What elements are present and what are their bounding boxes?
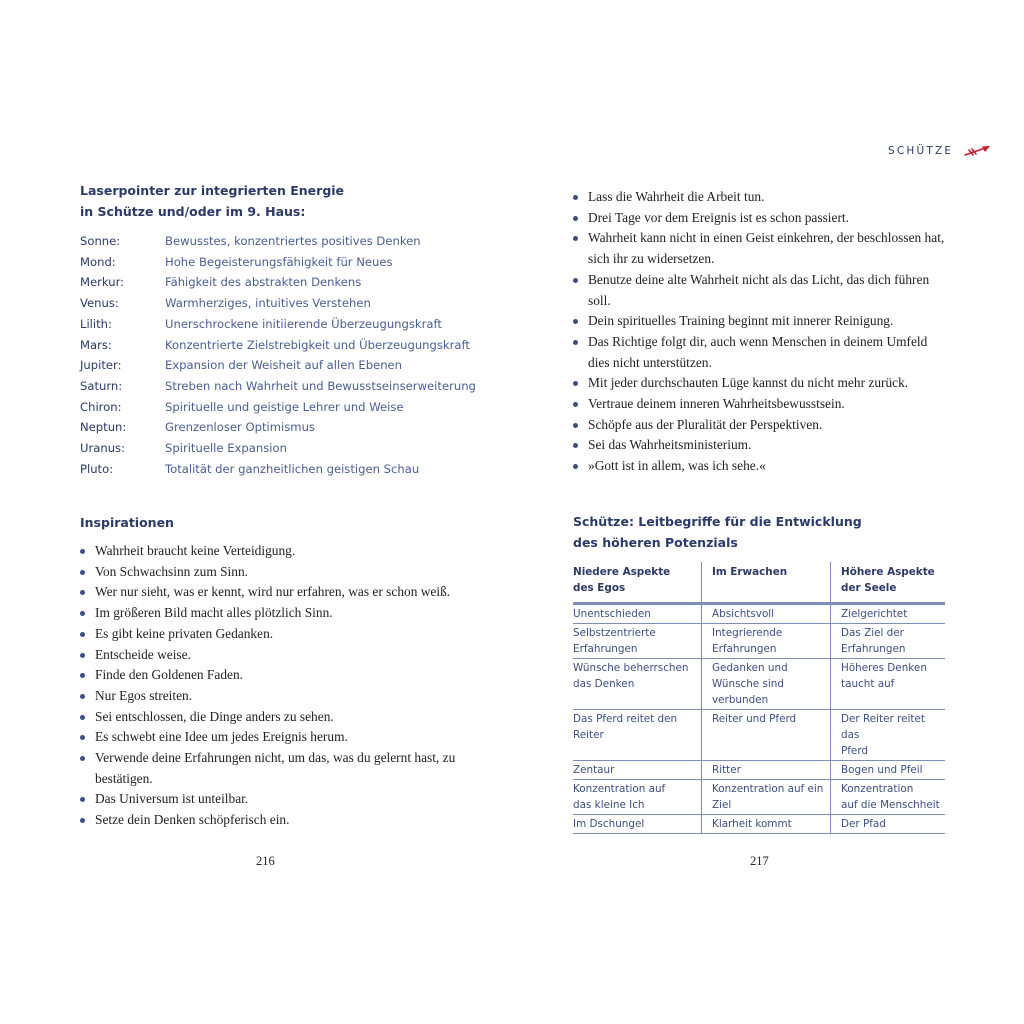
cell-line: Zentaur: [573, 764, 615, 776]
table-cell: [573, 659, 702, 710]
planet-row: [80, 293, 470, 314]
cell-line: Der Pfad: [841, 818, 886, 830]
list-item: [80, 582, 470, 603]
bullet-icon: [80, 818, 85, 823]
list-item-text: Es gibt keine privaten Gedanken.: [95, 625, 274, 641]
cell-line: Das Pferd reitet den: [573, 713, 678, 725]
table-body: [573, 604, 945, 834]
cell-line: Konzentration auf ein: [712, 783, 824, 795]
list-item-text: Vertraue deinem inneren Wahrheitsbewusstsein.: [588, 396, 845, 412]
table-heading: [573, 511, 945, 553]
planet-description: Spirituelle Expansion: [165, 441, 287, 456]
list-item-text: Schöpfe aus der Pluralität der Perspektiven.: [588, 416, 823, 432]
cell-line: das Denken: [573, 678, 635, 690]
list-item-text: Das Universum ist unteilbar.: [95, 791, 249, 807]
cell-line: Wünsche beherrschen: [573, 662, 689, 674]
list-item-text: Wer nur sieht, was er kennt, wird nur erfahren, was er schon weiß.: [95, 584, 451, 600]
planet-row: [80, 438, 470, 459]
planet-description: Bewusstes, konzentriertes positives Denken: [165, 234, 421, 248]
planet-name: Pluto:: [80, 461, 114, 476]
planet-row: [80, 417, 470, 438]
planet-row: [80, 459, 470, 480]
bullet-icon: [80, 653, 85, 658]
list-item: [80, 562, 470, 583]
bullet-icon: [573, 402, 578, 407]
bullet-icon: [80, 673, 85, 678]
planet-row: [80, 335, 470, 356]
cell-line: Ritter: [712, 764, 741, 776]
cell-line: Pferd: [841, 745, 869, 757]
planet-description: Unerschrockene initiierende Überzeugungskraft: [165, 316, 442, 331]
bullet-icon: [80, 611, 85, 616]
column-header: [573, 562, 702, 604]
bullet-icon: [573, 443, 578, 448]
cell-line: Integrierende: [712, 627, 783, 639]
laserpointer-heading-line2: in Schütze und/oder im 9. Haus:: [80, 204, 306, 219]
table-row: [573, 624, 945, 659]
planet-description: Konzentrierte Zielstrebigkeit und Überzeugungskraft: [165, 337, 470, 352]
planet-description: Spirituelle und geistige Lehrer und Weise: [165, 399, 404, 414]
wisdom-list: [573, 187, 948, 477]
planet-row: [80, 355, 470, 376]
table-row: [573, 659, 945, 710]
cell-line: Klarheit kommt: [712, 818, 792, 830]
bullet-icon: [80, 570, 85, 575]
bullet-icon: [80, 715, 85, 720]
list-item-text: Setze dein Denken schöpferisch ein.: [95, 812, 290, 828]
concepts-table-section: [573, 511, 945, 834]
list-item: [573, 435, 948, 456]
bullet-icon: [80, 797, 85, 802]
list-item: [80, 624, 470, 645]
laserpointer-heading-line1: Laserpointer zur integrierten Energie: [80, 183, 345, 198]
bullet-icon: [573, 381, 578, 386]
table-row: [573, 761, 945, 780]
planet-name: Saturn:: [80, 378, 123, 393]
inspirations-section: [80, 512, 470, 831]
cell-line: Reiter: [573, 729, 604, 741]
list-item: [573, 394, 948, 415]
cell-line: Erfahrungen: [841, 643, 906, 655]
cell-line: Erfahrungen: [712, 643, 777, 655]
planet-name: Neptun:: [80, 420, 127, 435]
table-row: [573, 604, 945, 624]
planet-name: Jupiter:: [80, 358, 122, 373]
cell-line: Erfahrungen: [573, 643, 638, 655]
cell-line: Unentschieden: [573, 608, 651, 620]
table-cell: [831, 624, 946, 659]
table-cell: [573, 624, 702, 659]
column-header-line: Niedere Aspekte: [573, 566, 671, 578]
column-header-line: der Seele: [841, 582, 897, 594]
table-heading-line2: des höheren Potenzials: [573, 535, 738, 550]
cell-line: verbunden: [712, 694, 769, 706]
list-item: [80, 748, 470, 789]
bullet-icon: [80, 756, 85, 761]
cell-line: Konzentration: [841, 783, 914, 795]
list-item: [80, 603, 470, 624]
list-item-text: Benutze deine alte Wahrheit nicht als das Licht, das dich führen soll.: [588, 271, 930, 308]
bullet-icon: [80, 549, 85, 554]
list-item: [80, 645, 470, 666]
list-item-text: Entscheide weise.: [95, 646, 191, 662]
planet-description: Streben nach Wahrheit und Bewusstseinserweiterung: [165, 378, 476, 393]
page-number-right: 217: [750, 854, 769, 868]
cell-line: Wünsche sind: [712, 678, 784, 690]
bullet-icon: [573, 464, 578, 469]
table-cell: [702, 780, 831, 815]
list-item-text: Wahrheit kann nicht in einen Geist einkehren, der beschlossen hat, sich ihr zu widersetzen.: [588, 230, 945, 267]
table-cell: [702, 659, 831, 710]
list-item: [573, 456, 948, 477]
table-row: [573, 780, 945, 815]
table-row: [573, 710, 945, 761]
list-item-text: Lass die Wahrheit die Arbeit tun.: [588, 189, 765, 204]
list-item: [80, 707, 470, 728]
list-item-text: Drei Tage vor dem Ereignis ist es schon passiert.: [588, 209, 849, 225]
planet-name: Mond:: [80, 254, 116, 269]
list-item: [573, 228, 948, 269]
planet-row: [80, 272, 470, 293]
list-item: [573, 311, 948, 332]
list-item-text: Finde den Goldenen Faden.: [95, 667, 244, 683]
list-item: [80, 665, 470, 686]
concepts-table: [573, 562, 945, 834]
list-item-text: Nur Egos streiten.: [95, 687, 193, 703]
bullet-icon: [80, 590, 85, 595]
list-item-text: Von Schwachsinn zum Sinn.: [95, 563, 248, 579]
planet-name: Merkur:: [80, 275, 125, 290]
cell-line: Absichtsvoll: [712, 608, 775, 620]
planet-name: Uranus:: [80, 441, 125, 456]
planet-description: Hohe Begeisterungsfähigkeit für Neues: [165, 254, 393, 269]
table-cell: [831, 710, 946, 761]
table-cell: [831, 761, 946, 780]
list-item: [80, 727, 470, 748]
column-header: [831, 562, 946, 604]
planet-description: Totalität der ganzheitlichen geistigen Schau: [165, 461, 420, 476]
table-cell: [831, 815, 946, 834]
right-bullets-section: [573, 187, 948, 477]
list-item-text: Sei das Wahrheitsministerium.: [588, 437, 752, 453]
bullet-icon: [573, 216, 578, 221]
table-cell: [573, 710, 702, 761]
cell-line: auf die Menschheit: [841, 799, 940, 811]
list-item: [573, 332, 948, 373]
page-number-left: 216: [256, 854, 275, 868]
bullet-icon: [573, 195, 578, 200]
inspirations-heading: Inspirationen: [80, 515, 174, 530]
cell-line: Höheres Denken: [841, 662, 927, 674]
cell-line: Im Dschungel: [573, 818, 645, 830]
planet-row: [80, 252, 470, 273]
table-cell: [831, 780, 946, 815]
list-item: [80, 789, 470, 810]
list-item: [80, 810, 470, 831]
column-header-line: des Egos: [573, 582, 626, 594]
planet-list: [80, 231, 476, 479]
table-cell: [702, 604, 831, 624]
bullet-icon: [80, 735, 85, 740]
table-heading-line1: Schütze: Leitbegriffe für die Entwicklung: [573, 514, 862, 529]
planet-name: Mars:: [80, 337, 112, 352]
planet-name: Chiron:: [80, 399, 122, 414]
planet-name: Lilith:: [80, 316, 112, 331]
planet-description: Fähigkeit des abstrakten Denkens: [165, 275, 362, 290]
list-item-text: Das Richtige folgt dir, auch wenn Menschen in deinem Umfeld dies nicht unterstützen.: [588, 333, 928, 370]
table-cell: [831, 659, 946, 710]
table-cell: [702, 761, 831, 780]
running-header: [888, 144, 991, 158]
planet-row: [80, 314, 470, 335]
bullet-icon: [80, 694, 85, 699]
cell-line: Reiter und Pferd: [712, 713, 797, 725]
table-cell: [702, 624, 831, 659]
bullet-icon: [573, 340, 578, 345]
column-header-line: Höhere Aspekte: [841, 566, 935, 578]
list-item: [573, 415, 948, 436]
table-cell: [702, 815, 831, 834]
cell-line: taucht auf: [841, 678, 895, 690]
bullet-icon: [80, 632, 85, 637]
list-item-text: Sei entschlossen, die Dinge anders zu sehen.: [95, 708, 334, 724]
list-item: [573, 270, 948, 311]
list-item-text: Mit jeder durchschauten Lüge kannst du nicht mehr zurück.: [588, 375, 909, 391]
list-item: [80, 686, 470, 707]
planet-description: Warmherziges, intuitives Verstehen: [165, 296, 371, 311]
arrow-icon: [963, 144, 991, 158]
bullet-icon: [573, 278, 578, 283]
laserpointer-section: [80, 180, 476, 479]
cell-line: Gedanken und: [712, 662, 788, 674]
laserpointer-heading: [80, 180, 470, 222]
list-item: [80, 541, 470, 562]
planet-description: Grenzenloser Optimismus: [165, 420, 315, 435]
cell-line: Der Reiter reitet das: [841, 713, 925, 741]
table-cell: [573, 815, 702, 834]
planet-description: Expansion der Weisheit auf allen Ebenen: [165, 358, 403, 373]
planet-row: [80, 376, 476, 397]
column-header-line: Im Erwachen: [712, 566, 788, 578]
planet-name: Sonne:: [80, 234, 121, 248]
cell-line: Zielgerichtet: [841, 608, 908, 620]
list-item: [573, 187, 948, 208]
table-header-row: [573, 562, 945, 604]
table-cell: [573, 780, 702, 815]
list-item-text: Verwende deine Erfahrungen nicht, um das, was du gelernt hast, zu bestätigen.: [95, 750, 456, 786]
list-item: [573, 208, 948, 229]
list-item-text: Im größeren Bild macht alles plötzlich Sinn.: [95, 605, 333, 621]
list-item-text: Dein spirituelles Training beginnt mit innerer Reinigung.: [588, 313, 894, 329]
bullet-icon: [573, 319, 578, 324]
cell-line: Das Ziel der: [841, 627, 904, 639]
inspirations-list: [80, 541, 470, 831]
section-title: SCHÜTZE: [888, 145, 954, 157]
list-item-text: »Gott ist in allem, was ich sehe.«: [588, 458, 766, 474]
table-cell: [831, 604, 946, 624]
table-cell: [702, 710, 831, 761]
list-item-text: Wahrheit braucht keine Verteidigung.: [95, 543, 296, 558]
bullet-icon: [573, 423, 578, 428]
cell-line: Konzentration auf: [573, 783, 666, 795]
planet-row: [80, 231, 470, 252]
bullet-icon: [573, 236, 578, 241]
planet-row: [80, 397, 470, 418]
cell-line: das kleine Ich: [573, 799, 645, 811]
list-item-text: Es schwebt eine Idee um jedes Ereignis herum.: [95, 729, 348, 745]
column-header: [702, 562, 831, 604]
planet-name: Venus:: [80, 296, 119, 311]
cell-line: Bogen und Pfeil: [841, 764, 923, 776]
table-row: [573, 815, 945, 834]
cell-line: Selbstzentrierte: [573, 627, 656, 639]
table-cell: [573, 604, 702, 624]
table-cell: [573, 761, 702, 780]
cell-line: Ziel: [712, 799, 732, 811]
list-item: [573, 373, 948, 394]
